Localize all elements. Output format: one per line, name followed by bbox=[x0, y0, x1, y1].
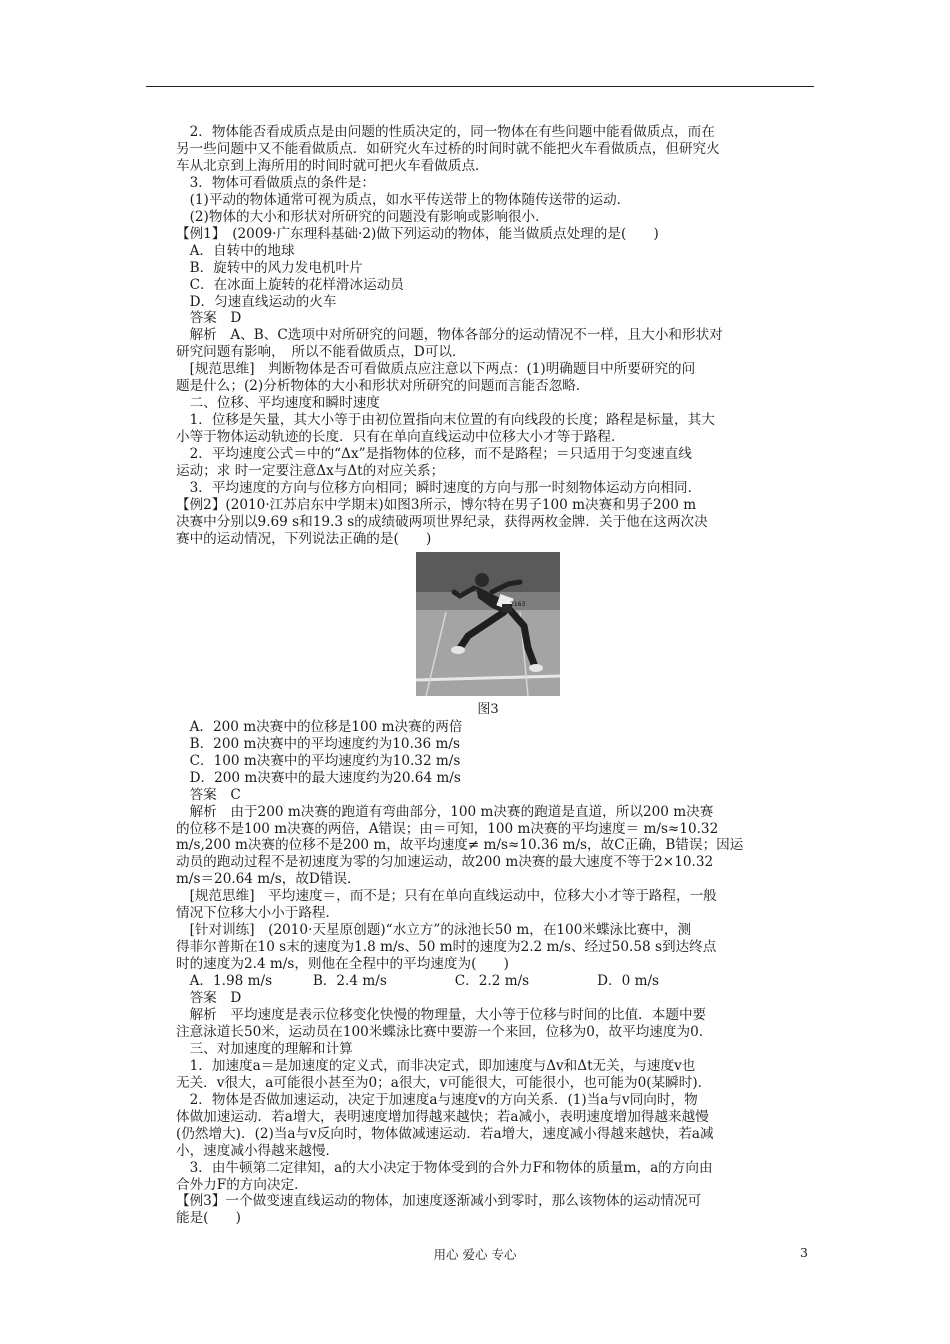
body-bottom-line: 解析 平均速度是表示位移变化快慢的物理量，大小等于位移与时间的比值．本题中要 bbox=[176, 1006, 707, 1023]
text-block-bottom bbox=[176, 719, 816, 1228]
body-bottom-line: 答案 D bbox=[176, 990, 242, 1007]
bib-number: 2163 bbox=[510, 600, 526, 608]
footer-motto: 用心 爱心 专心 bbox=[433, 1247, 517, 1262]
body-bottom-line: C．100 m决赛中的平均速度约为10.32 m/s bbox=[176, 752, 461, 769]
body-bottom-line: 无关．v很大，a可能很小甚至为0；a很大，v可能很大，可能很小，也可能为0(某瞬时)． bbox=[176, 1074, 712, 1091]
body-bottom-line: 动员的跑动过程不是初速度为零的匀加速运动，故200 m决赛的最大速度不等于2×10.32 bbox=[176, 854, 714, 871]
body-bottom-line: 合外力F的方向决定． bbox=[176, 1176, 308, 1193]
body-top-line: 决赛中分别以9.69 s和19.3 s的成绩破两项世界纪录，获得两枚金牌．关于他在这两次决 bbox=[176, 513, 708, 530]
body-top-line: C．在冰面上旋转的花样滑冰运动员 bbox=[176, 276, 404, 293]
body-bottom-line: 解析 由于200 m决赛的跑道有弯曲部分，100 m决赛的跑道是直道，所以200 m决赛 bbox=[176, 803, 714, 820]
body-top-line: (2)物体的大小和形状对所研究的问题没有影响或影响很小． bbox=[176, 208, 549, 225]
body-top-line: 【例1】 (2009·广东理科基础·2)做下列运动的物体，能当做质点处理的是( ) bbox=[176, 225, 659, 242]
body-top-line: 答案 D bbox=[176, 310, 242, 327]
body-top-line: 3．物体可看做质点的条件是： bbox=[176, 174, 375, 191]
body-bottom-line: D．200 m决赛中的最大速度约为20.64 m/s bbox=[176, 769, 461, 786]
body-top-line: (1)平动的物体通常可视为质点，如水平传送带上的物体随传送带的运动． bbox=[176, 191, 631, 208]
body-bottom-line: 时的速度为2.4 m/s，则他在全程中的平均速度为( ) bbox=[176, 956, 509, 973]
body-top-line: D．匀速直线运动的火车 bbox=[176, 293, 337, 310]
body-bottom-line: 能是( ) bbox=[176, 1210, 241, 1227]
body-top-line: 另一些问题中又不能看做质点．如研究火车过桥的时间时就不能把火车看做质点，但研究火 bbox=[176, 140, 720, 157]
body-bottom-line: m/s＝20.64 m/s，故D错误． bbox=[176, 871, 361, 888]
body-bottom-line: 的位移不是100 m决赛的两倍，A错误；由＝可知，100 m决赛的平均速度＝ m/s≈10.32 bbox=[176, 820, 719, 837]
body-bottom-line: 三、对加速度的理解和计算 bbox=[176, 1040, 353, 1057]
body-bottom-line: m/s,200 m决赛的位移不是200 m，故平均速度≠ m/s≈10.36 m/s，故C正确，B错误；因运 bbox=[176, 837, 744, 854]
body-bottom-line: A．1.98 m/s B．2.4 m/s C．2.2 m/s D．0 m/s bbox=[176, 973, 660, 990]
body-bottom-line: 注意泳道长50米，运动员在100米蝶泳比赛中要游一个来回，位移为0，故平均速度为0. bbox=[176, 1023, 704, 1040]
body-top-line: A．自转中的地球 bbox=[176, 242, 295, 259]
figure-3 bbox=[176, 552, 816, 719]
body-top-line: 二、位移、平均速度和瞬时速度 bbox=[176, 395, 380, 412]
body-bottom-line: 答案 C bbox=[176, 786, 241, 803]
body-top-line: 2．平均速度公式＝中的“Δx”是指物体的位移，而不是路程；＝只适用于匀变速直线 bbox=[176, 446, 692, 463]
header-rule bbox=[146, 86, 814, 87]
body-top-line: 车从北京到上海所用的时间时就可把火车看做质点． bbox=[176, 157, 489, 174]
body-bottom-line: (仍然增大)．(2)当a与v反向时，物体做减速运动．若a增大，速度减小得越来越快，若a减 bbox=[176, 1125, 714, 1142]
body-top-line: 小等于物体运动轨迹的长度．只有在单向直线运动中位移大小才等于路程． bbox=[176, 429, 625, 446]
body-top-line: 3．平均速度的方向与位移方向相同；瞬时速度的方向与那一时刻物体运动方向相同． bbox=[176, 480, 702, 497]
body-bottom-line: 1．加速度a＝是加速度的定义式，而非决定式，即加速度与Δv和Δt无关，与速度v也 bbox=[176, 1057, 696, 1074]
body-bottom-line: 【例3】一个做变速直线运动的物体，加速度逐渐减小到零时，那么该物体的运动情况可 bbox=[176, 1193, 702, 1210]
sprinter-photo bbox=[416, 552, 560, 696]
figure-caption: 图3 bbox=[477, 701, 499, 717]
body-top-line: 运动；求 时一定要注意Δx与Δt的对应关系； bbox=[176, 463, 445, 480]
body-top-line: 赛中的运动情况，下列说法正确的是( ) bbox=[176, 530, 432, 547]
body-bottom-line: B．200 m决赛中的平均速度约为10.36 m/s bbox=[176, 735, 460, 752]
page-number: 3 bbox=[800, 1245, 808, 1260]
body-bottom-line: [针对训练] (2010·天星原创题)“水立方”的泳池长50 m，在100米蝶泳比赛中，测 bbox=[176, 922, 692, 939]
body-top-line: 2．物体能否看成质点是由问题的性质决定的，同一物体在有些问题中能看做质点，而在 bbox=[176, 124, 715, 140]
body-top-line: [规范思维] 判断物体是否可看做质点应注意以下两点：(1)明确题目中所要研究的问 bbox=[176, 361, 696, 378]
text-block-top bbox=[176, 124, 816, 548]
body-top-line: 题是什么；(2)分析物体的大小和形状对所研究的问题而言能否忽略． bbox=[176, 378, 590, 395]
body-bottom-line: 体做加速运动．若a增大，表明速度增加得越来越快；若a减小，表明速度增加得越来越慢 bbox=[176, 1108, 709, 1125]
body-top-line: B．旋转中的风力发电机叶片 bbox=[176, 259, 363, 276]
body-bottom-line: A．200 m决赛中的位移是100 m决赛的两倍 bbox=[176, 718, 463, 735]
body-top-line: 【例2】(2010·江苏启东中学期末)如图3所示，博尔特在男子100 m决赛和男子200 m bbox=[176, 496, 697, 513]
body-bottom-line: 2．物体是否做加速运动，决定于加速度a与速度v的方向关系．(1)当a与v同向时，物 bbox=[176, 1091, 698, 1108]
body-bottom-line: 情况下位移大小小于路程． bbox=[176, 905, 340, 922]
page-body bbox=[176, 124, 816, 1227]
body-top-line: 研究问题有影响， 所以不能看做质点，D可以． bbox=[176, 344, 466, 361]
body-top-line: 解析 A、B、C选项中对所研究的问题，物体各部分的运动情况不一样，且大小和形状对 bbox=[176, 327, 723, 344]
body-bottom-line: 3．由牛顿第二定律知，a的大小决定于物体受到的合外力F和物体的质量m，a的方向由 bbox=[176, 1159, 713, 1176]
body-top-line: 1．位移是矢量，其大小等于由初位置指向末位置的有向线段的长度；路程是标量，其大 bbox=[176, 412, 715, 429]
body-bottom-line: 得菲尔普斯在10 s末的速度为1.8 m/s、50 m时的速度为2.2 m/s、经过50.58 s到达终点 bbox=[176, 939, 717, 956]
body-bottom-line: 小，速度减小得越来越慢． bbox=[176, 1142, 340, 1159]
body-bottom-line: [规范思维] 平均速度＝，而不是；只有在单向直线运动中，位移大小才等于路程，一般 bbox=[176, 888, 717, 905]
